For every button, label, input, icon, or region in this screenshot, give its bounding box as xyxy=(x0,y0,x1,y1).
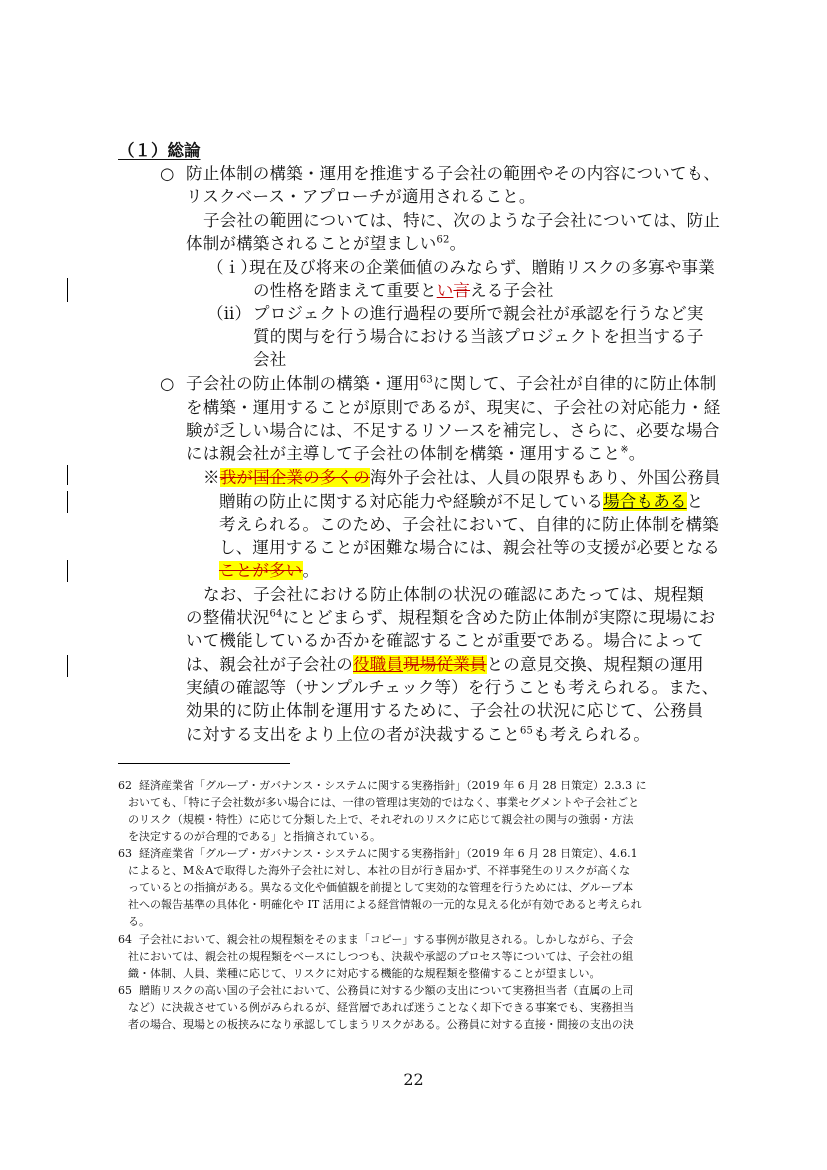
footnote-ref-65[interactable]: 65 xyxy=(520,725,534,737)
list-item-line xyxy=(253,280,554,302)
page-number: 22 xyxy=(403,1070,424,1089)
text-span: にとどまらず、規程類を含めた防止体制が実際に現場にお xyxy=(282,608,716,627)
text-span: 海外子会社は、人員の限界もあり、外国公務員 xyxy=(370,468,721,487)
text-span: に対する支出をより上位の者が決裁すること xyxy=(186,725,520,744)
footnote-line: っているとの指摘がある。異なる文化や価値観を前提として実効的な管理を行うためには、グループ本 xyxy=(128,881,634,894)
footnote-ref-63[interactable]: 63 xyxy=(419,374,433,386)
footnote-line: 者の場合、現場との板挟みになり承認してしまうリスクがある。公務員に対する直接・間接の支出の決 xyxy=(128,1018,634,1031)
paragraph-line xyxy=(186,373,717,395)
inserted-text: い xyxy=(436,281,454,300)
text-span: 。 xyxy=(628,444,646,463)
footnote-line: によると、M＆Aで取得した海外子会社に対し、本社の目が行き届かず、不祥事発生のリスクが高くな xyxy=(128,864,631,877)
footnote-line: のリスク（規模・特性）に応じて分類した上で、それぞれのリスクに応じて親会社の関与の強弱・方法 xyxy=(128,813,634,826)
footnote-number: 62 xyxy=(118,779,132,792)
paragraph-line: を構築・運用することが原則であるが、現実に、子会社の対応能力・経 xyxy=(186,398,721,417)
list-item-line: 質的関与を行う場合における当該プロジェクトを担当する子 xyxy=(253,327,704,346)
footnote-line: 経済産業省「グループ・ガバナンス・システムに関する実務指針」（2019 年 6 月 28 日策定）、4.6.1 xyxy=(139,847,638,860)
text-span: は、親会社が子会社の xyxy=(186,655,353,674)
change-bar xyxy=(67,278,68,302)
paragraph-line: なお、子会社における防止体制の状況の確認にあたっては、規程類 xyxy=(203,585,704,604)
paragraph-line: 防止体制の構築・運用を推進する子会社の範囲やその内容についても、 xyxy=(186,164,721,183)
footnote-number: 65 xyxy=(118,984,132,997)
text-span: には親会社が主導して子会社の体制を構築・運用すること xyxy=(186,444,621,463)
note-line xyxy=(219,560,319,582)
text-span: 。 xyxy=(302,561,320,580)
text-span: える子会社 xyxy=(470,281,554,300)
footnote-line: を決定するのが合理的である」と指摘されている。 xyxy=(128,830,381,843)
footnote-line: 贈賄リスクの高い国の子会社において、公務員に対する少額の支出について実務担当者（直属の上司 xyxy=(139,984,634,997)
list-item-line: 会社 xyxy=(253,350,287,369)
note-line: 考えられる。このため、子会社において、自律的に防止体制を構築 xyxy=(219,515,720,534)
footnote-line: 子会社において、親会社の規程類をそのまま「コピー」する事例が散見される。しかしながら、子会 xyxy=(139,933,634,946)
paragraph-line: 効果的に防止体制を運用するために、子会社の状況に応じて、公務員 xyxy=(186,701,704,720)
note-mark-ref: ※ xyxy=(620,444,629,456)
list-item-label: （ｉ） xyxy=(207,258,258,277)
footnote-separator xyxy=(118,763,290,764)
bullet-icon: ○ xyxy=(160,374,175,393)
text-span: に関して、子会社が自律的に防止体制 xyxy=(432,374,717,393)
paragraph-line: いて機能しているか否かを確認することが重要である。場合によって xyxy=(186,631,704,650)
paragraph-line xyxy=(186,443,646,465)
list-item-label: （ⅱ） xyxy=(207,304,252,323)
deleted-text: ことが多い xyxy=(219,561,303,580)
footnote-line: 社への報告基準の具体化・明確化や IT 活用による経営情報の一元的な見える化が有効であると考えられ xyxy=(128,898,642,911)
change-bar xyxy=(67,560,68,582)
paragraph-line xyxy=(186,654,704,676)
section-heading: （１）総論 xyxy=(118,141,201,160)
text-span: 贈賄の防止に関する対応能力や経験が不足している xyxy=(219,492,604,511)
paragraph-line xyxy=(186,724,650,746)
text-span: 体制が構築されることが望ましい xyxy=(186,234,437,253)
footnote-line: る。 xyxy=(128,915,150,928)
footnote-line: 経済産業省「グループ・ガバナンス・システムに関する実務指針」（2019 年 6 月 28 日策定）2.3.3 に xyxy=(139,779,647,792)
paragraph-line: 験が乏しい場合には、不足するリソースを補完し、さらに、必要な場合 xyxy=(186,421,720,440)
list-item-line: 現在及び将来の企業価値のみならず、贈賄リスクの多寡や事業 xyxy=(249,258,715,277)
paragraph-line: 実績の確認等（サンプルチェック等）を行うことも考えられる。また、 xyxy=(186,678,719,697)
footnote-number: 63 xyxy=(118,847,132,860)
change-bar xyxy=(67,465,68,485)
text-span: と xyxy=(686,492,704,511)
inserted-text: 役職員 xyxy=(353,655,404,674)
paragraph-line xyxy=(186,607,716,629)
text-span: 子会社の防止体制の構築・運用 xyxy=(186,374,420,393)
list-item-line: プロジェクトの進行過程の要所で親会社が承認を行うなど実 xyxy=(253,304,704,323)
footnote-number: 64 xyxy=(118,933,132,946)
deleted-text: 我が国企業の多くの xyxy=(219,468,371,487)
deleted-text: 現場従業員 xyxy=(403,655,487,674)
footnote-ref-64[interactable]: 64 xyxy=(269,608,283,620)
deleted-text: 言 xyxy=(453,281,471,300)
footnote-line: など）に決裁させている例がみられるが、経営層であれば迷うことなく却下できる事案でも、実務担当 xyxy=(128,1001,634,1014)
note-line xyxy=(219,491,703,513)
footnote-line: 社においては、親会社の規程類をベースにしつつも、決裁や承認のプロセス等については、子会社の組 xyxy=(128,950,634,963)
paragraph-line xyxy=(186,233,466,255)
bullet-icon: ○ xyxy=(160,164,175,183)
note-line: し、運用することが困難な場合には、親会社等の支援が必要となる xyxy=(219,538,720,557)
paragraph-line: リスクベース・アプローチが適用されること。 xyxy=(186,187,536,206)
text-span: も考えられる。 xyxy=(533,725,651,744)
text-span: の整備状況 xyxy=(186,608,270,627)
change-bar xyxy=(67,491,68,513)
footnote-ref-62[interactable]: 62 xyxy=(436,234,450,246)
highlighted-text: 場合もある xyxy=(603,492,687,511)
footnote-line: 織・体制、人員、業種に応じて、リスクに対応する機能的な規程類を整備することが望ましい。 xyxy=(128,967,601,980)
note-line xyxy=(203,467,721,489)
paragraph-line: 子会社の範囲については、特に、次のような子会社については、防止 xyxy=(203,211,721,230)
footnote-line: おいても、「特に子会社数が多い場合には、一律の管理は実効的ではなく、事業セグメントや子会社ごと xyxy=(128,796,640,809)
text-span: 。 xyxy=(449,234,467,253)
text-span: の性格を踏まえて重要と xyxy=(253,281,437,300)
note-mark: ※ xyxy=(203,468,220,487)
text-span: との意見交換、規程類の運用 xyxy=(486,655,704,674)
change-bar xyxy=(67,655,68,677)
